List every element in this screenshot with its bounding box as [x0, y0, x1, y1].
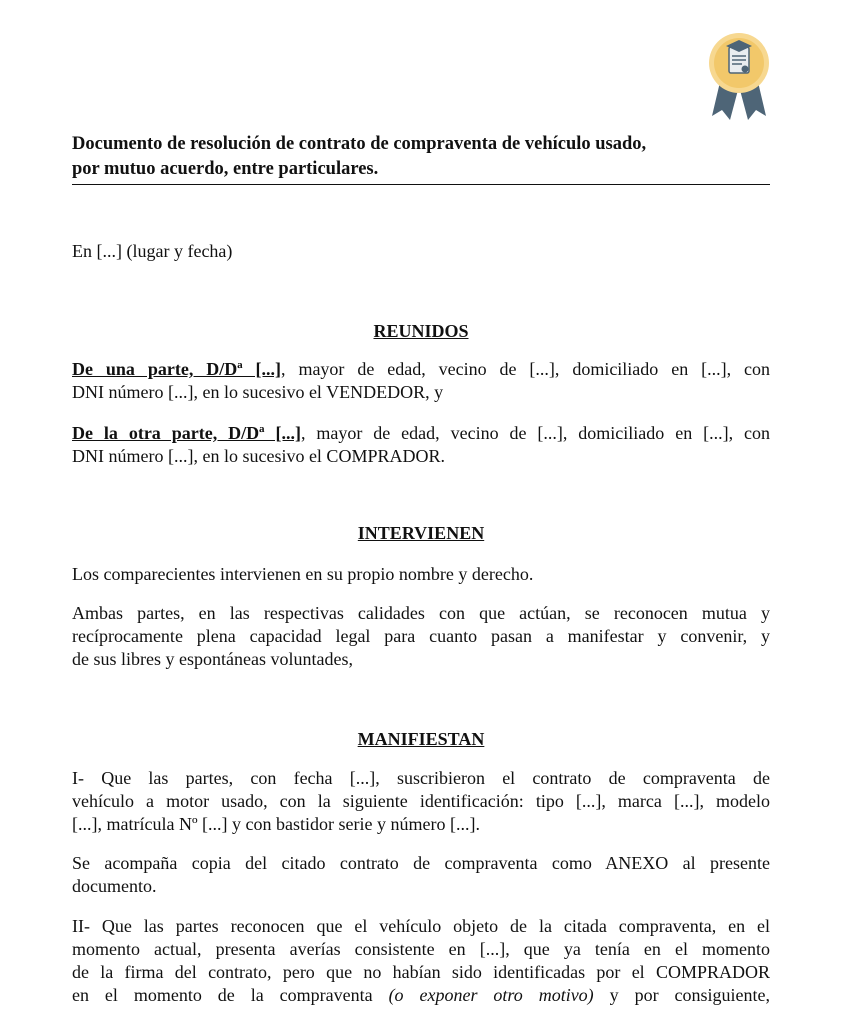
intervienen-paragraph-2: Ambas partes, en las respectivas calidades con que actúan, se reconocen mutua y recíprocamente plena capacidad legal para cuanto pasan a manifestar y convenir, y de sus libres y espontáneas voluntades, — [72, 603, 770, 669]
document-title — [72, 132, 770, 185]
party-buyer-paragraph: De la otra parte, D/Dª [...], mayor de edad, vecino de [...], domiciliado en [...], con DNI número [...], en lo sucesivo el COMPRADOR. — [72, 423, 771, 466]
certificate-badge-icon — [704, 30, 774, 122]
title-line-1: Documento de resolución de contrato de compraventa de vehículo usado, — [72, 134, 647, 154]
title-line-2: por mutuo acuerdo, entre particulares. — [72, 159, 379, 179]
heading-manifiestan: MANIFIESTAN — [357, 729, 485, 749]
manifiestan-paragraph-3: II- Que las partes reconocen que el vehículo objeto de la citada compraventa, en el momento actual, presenta averías consistente en [...], que ya tenía en el momento de la firma del contrato, pero que no habían sido identificadas por el COMPRADOR en el momento de la compraventa (o exponer otro motivo) y por consiguiente, — [72, 916, 770, 1005]
party-seller-paragraph: De una parte, D/Dª [...], mayor de edad, vecino de [...], domiciliado en [...], con DNI número [...], en lo sucesivo el VENDEDOR, y — [72, 359, 770, 402]
heading-intervienen: INTERVIENEN — [357, 523, 485, 543]
party-seller-lead: De una parte, D/Dª [...] — [72, 359, 282, 379]
party-buyer-lead: De la otra parte, D/Dª [...] — [72, 423, 301, 443]
manifiestan-paragraph-2: Se acompaña copia del citado contrato de compraventa como ANEXO al presente documento. — [72, 853, 770, 896]
heading-reunidos: REUNIDOS — [373, 321, 469, 341]
place-date: En [...] (lugar y fecha) — [72, 241, 233, 261]
manifiestan-paragraph-1: I- Que las partes, con fecha [...], suscribieron el contrato de compraventa de vehículo a motor usado, con la siguiente identificación: tipo [...], marca [...], modelo [...], matrícula Nº [...] y con bastidor serie y número [...]. — [72, 768, 770, 834]
intervienen-paragraph-1: Los comparecientes intervienen en su propio nombre y derecho. — [72, 564, 534, 584]
